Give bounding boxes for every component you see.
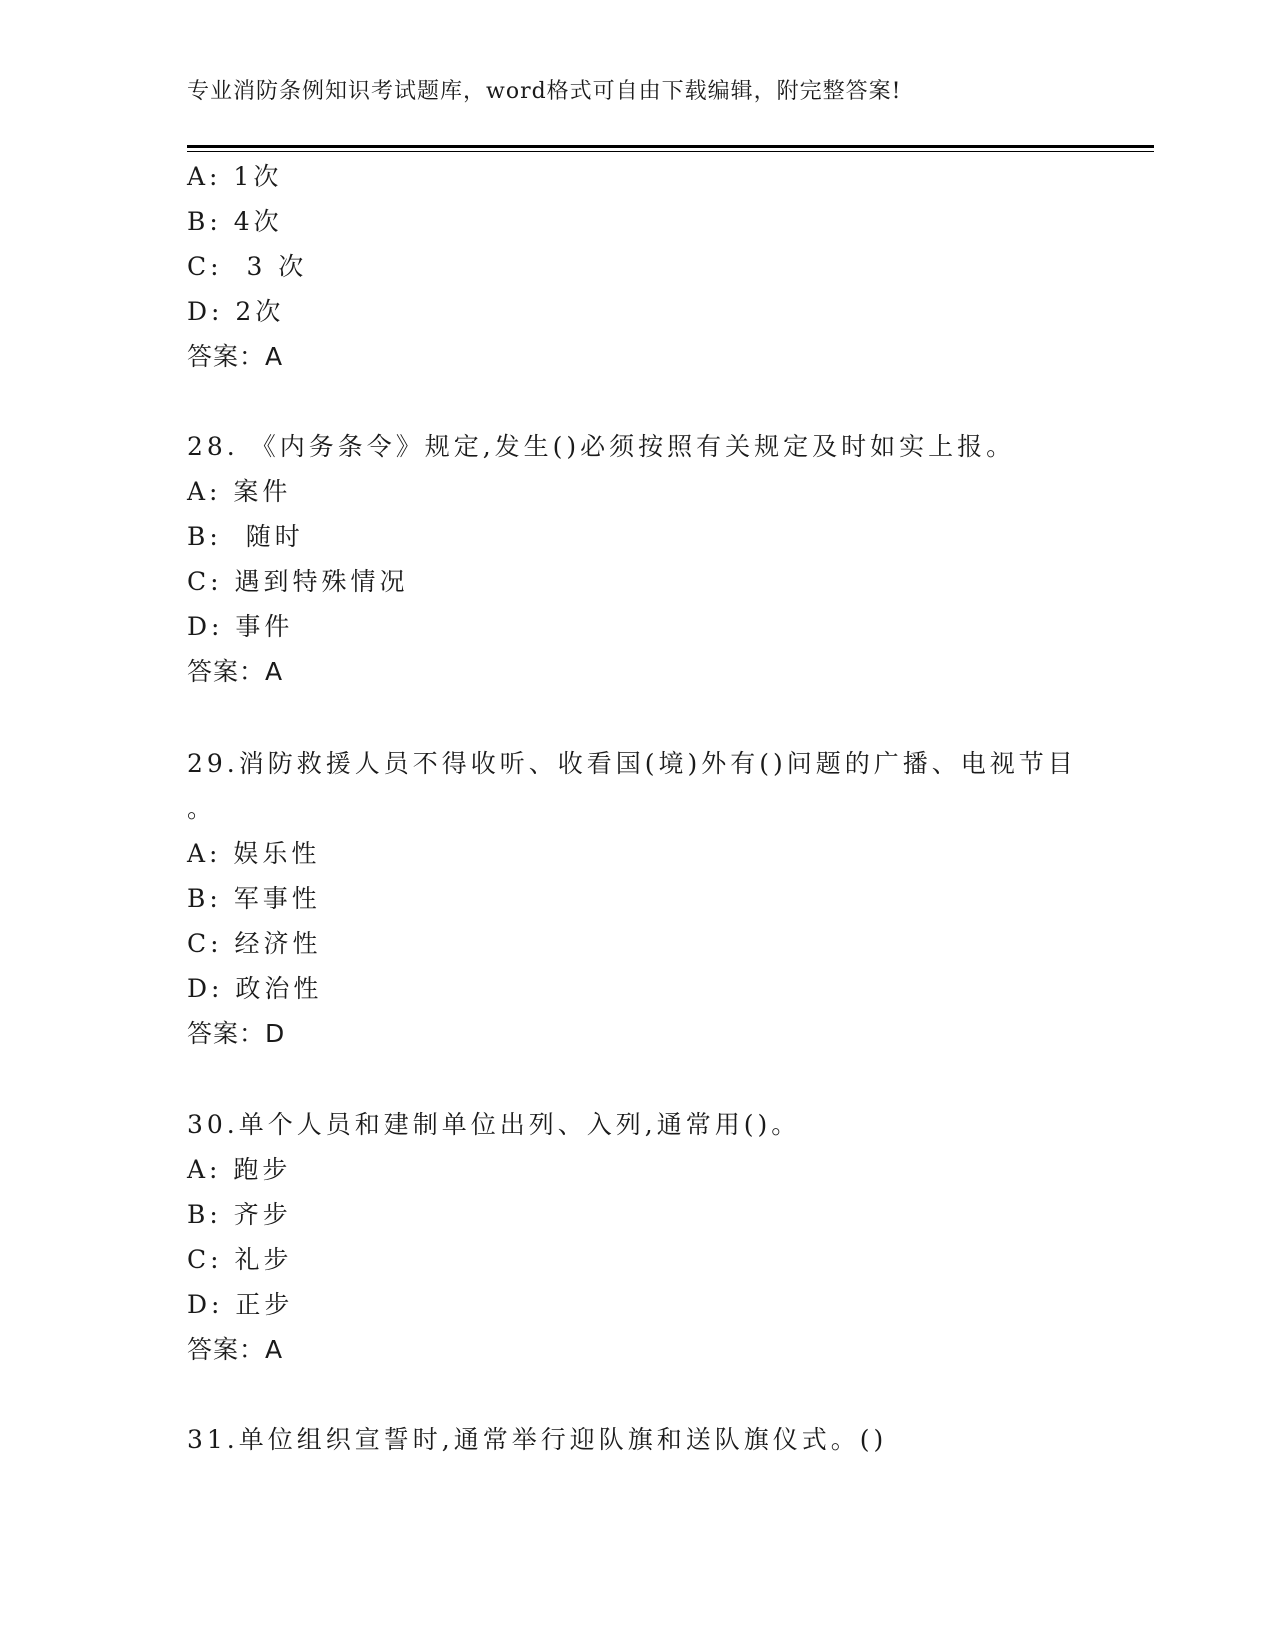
question-28-stem: 28. 《内务条令》规定,发生()必须按照有关规定及时如实上报。	[187, 432, 1016, 461]
option-d: D: 2次	[187, 297, 285, 326]
option-c: C: 遇到特殊情况	[187, 567, 409, 596]
option-d: D: 事件	[187, 612, 294, 641]
question-29-stem-continued: 。	[187, 794, 217, 823]
option-d: D: 正步	[187, 1290, 294, 1319]
option-a: A: 跑步	[187, 1155, 292, 1184]
answer: 答案：A	[187, 1335, 284, 1364]
option-b: B: 军事性	[187, 884, 321, 913]
option-d: D: 政治性	[187, 974, 323, 1003]
option-a: A: 1次	[187, 162, 283, 191]
option-a: A: 娱乐性	[187, 839, 321, 868]
question-30-stem: 30.单个人员和建制单位出列、入列,通常用()。	[187, 1110, 801, 1139]
option-c: C: 经济性	[187, 929, 322, 958]
answer: 答案：D	[187, 1019, 286, 1048]
header-divider-thin	[187, 151, 1154, 152]
question-31-stem: 31.单位组织宣誓时,通常举行迎队旗和送队旗仪式。()	[187, 1425, 888, 1454]
option-b: B: 齐步	[187, 1200, 292, 1229]
answer: 答案：A	[187, 342, 284, 371]
option-b: B: 随时	[187, 522, 304, 551]
header-divider-thick	[187, 145, 1154, 148]
question-29-stem: 29.消防救援人员不得收听、收看国(境)外有()问题的广播、电视节目	[187, 749, 1077, 778]
option-b: B: 4次	[187, 207, 283, 236]
answer: 答案：A	[187, 657, 284, 686]
page-header: 专业消防条例知识考试题库，word格式可自由下载编辑，附完整答案!	[187, 79, 902, 104]
option-c: C: 礼步	[187, 1245, 293, 1274]
option-c: C: 3 次	[187, 252, 308, 281]
option-a: A: 案件	[187, 477, 292, 506]
